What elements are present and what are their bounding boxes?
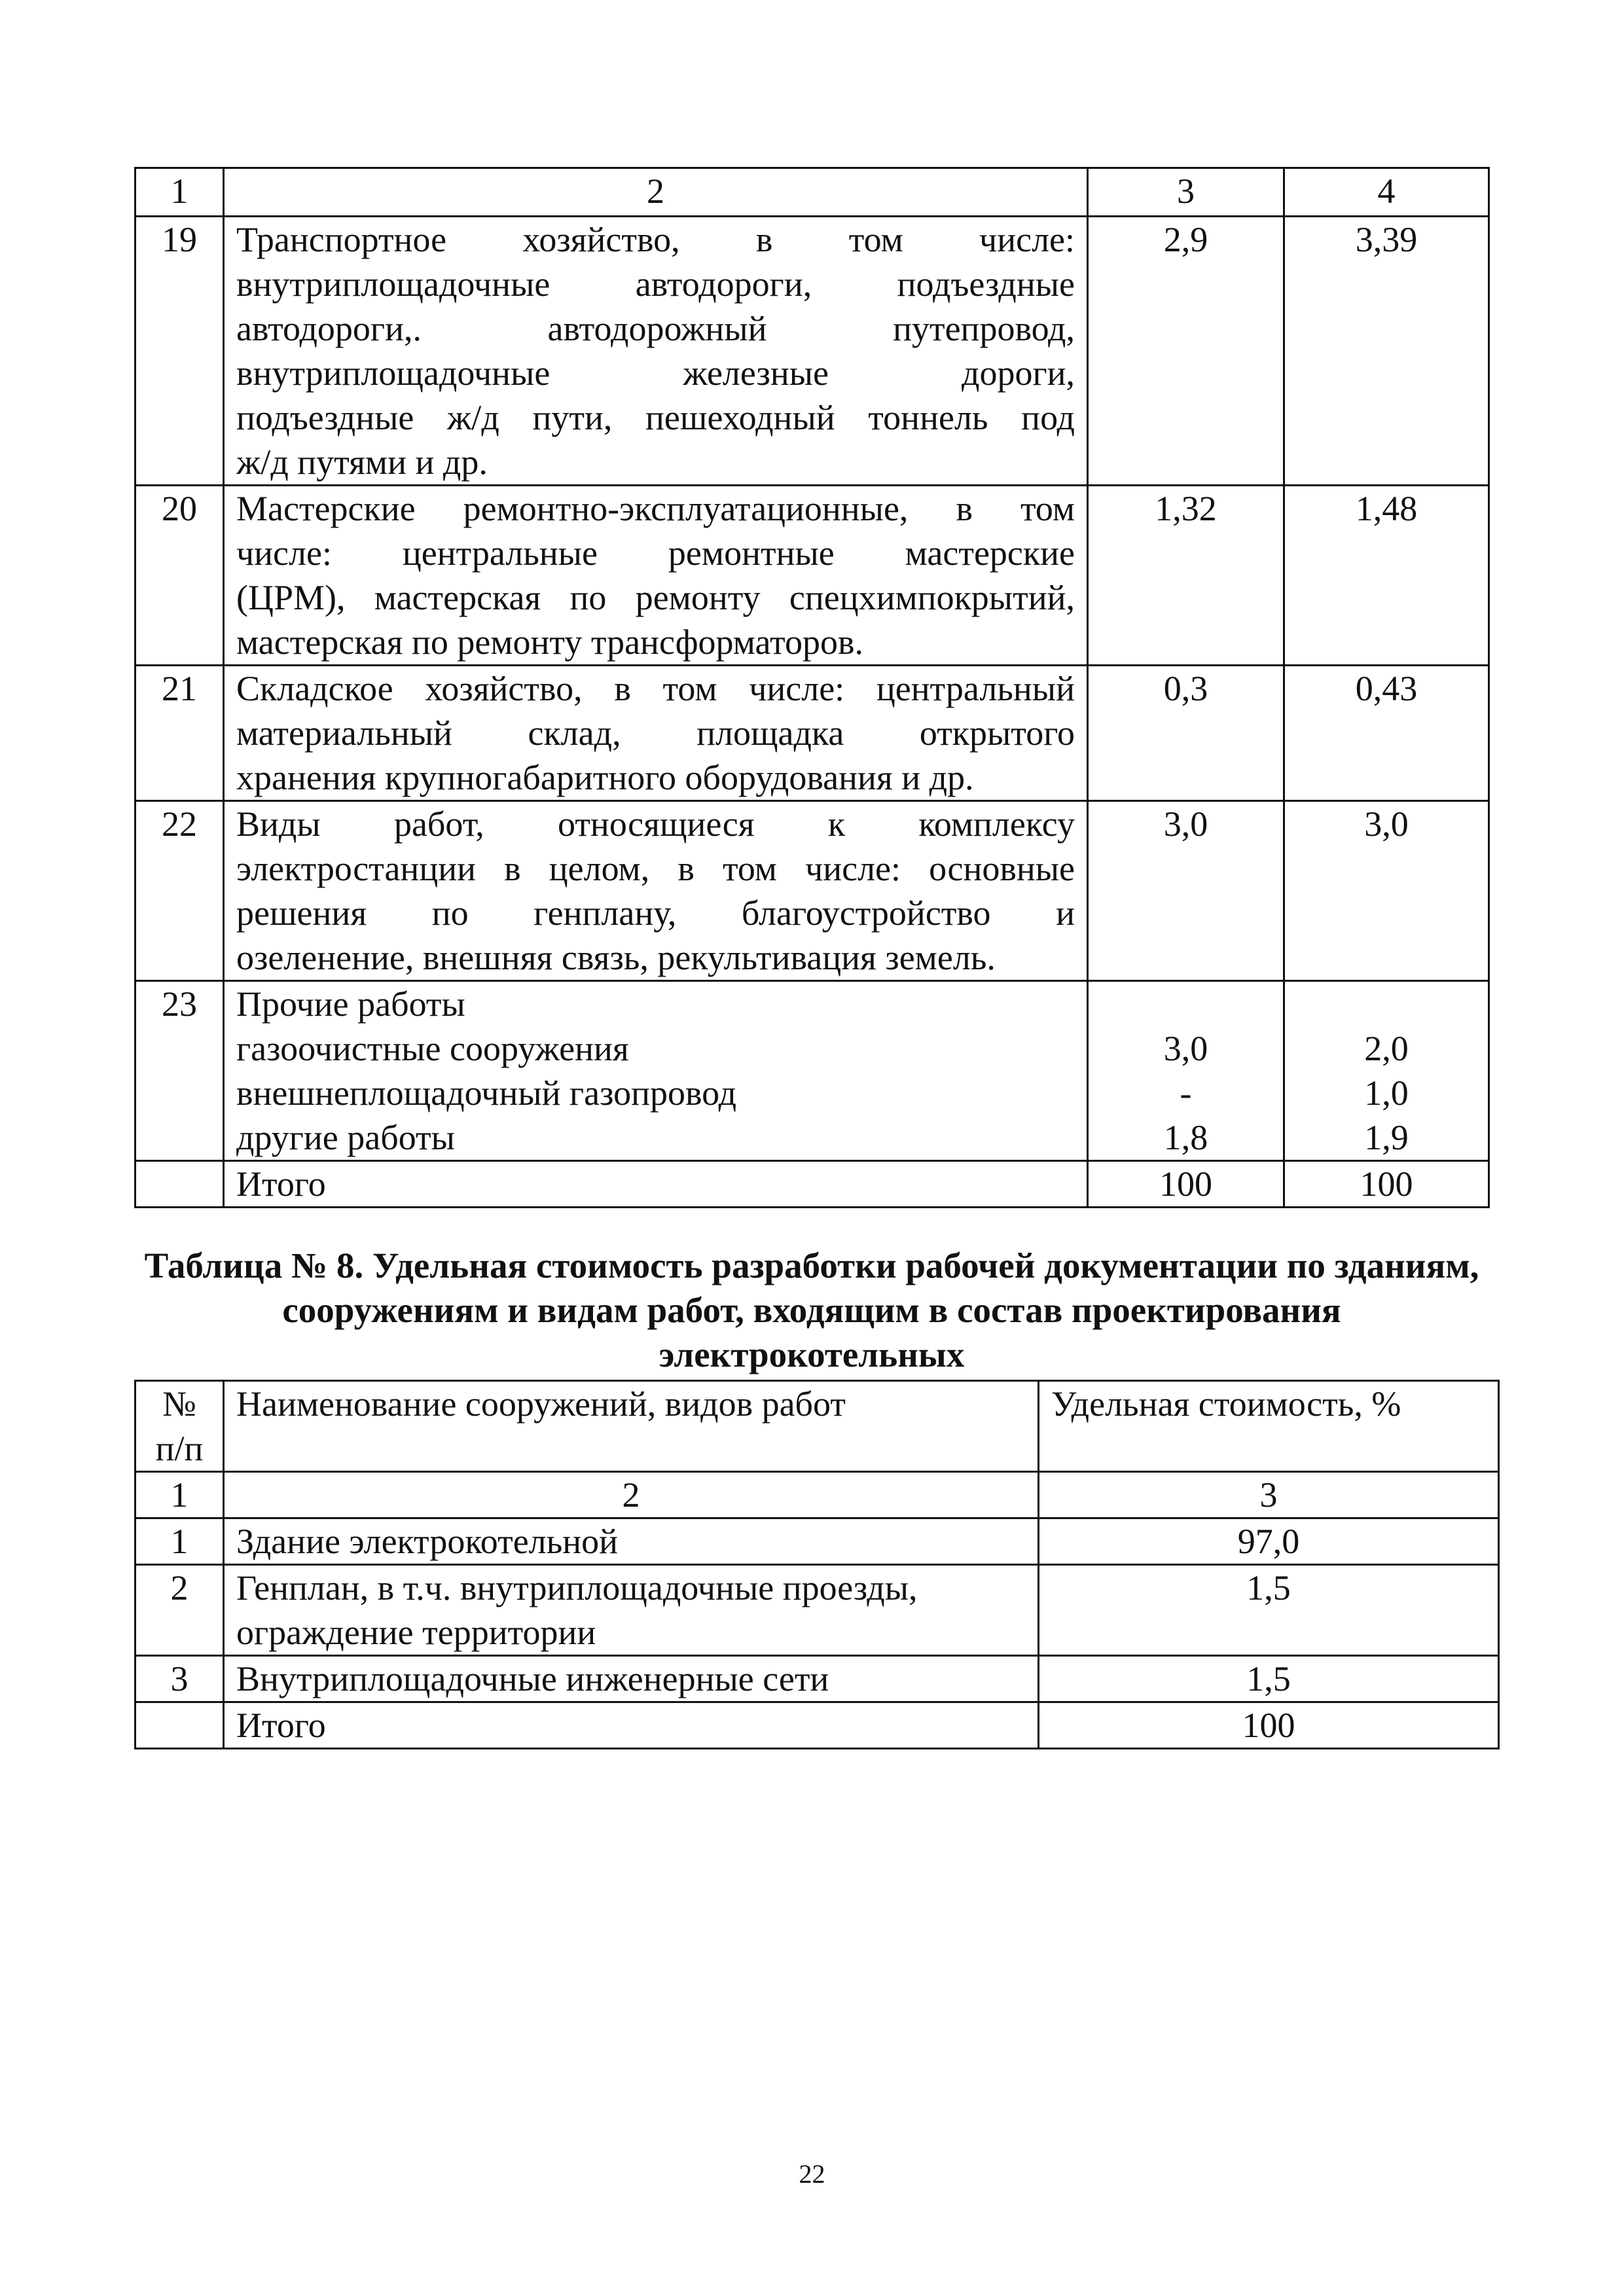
text-line: ж/д путями и др. — [236, 442, 488, 482]
sub-item-value: 1,9 — [1364, 1118, 1409, 1157]
col-header-2: 2 — [224, 168, 1088, 217]
table-row — [135, 801, 1489, 981]
table-row — [135, 1656, 1499, 1702]
total-row — [135, 1161, 1489, 1208]
row-description — [224, 801, 1088, 981]
sub-item-name: другие работы — [236, 1118, 455, 1157]
total-value-col-4: 100 — [1284, 1161, 1489, 1208]
row-description — [224, 981, 1088, 1161]
text-line: материальный склад, площадка открытого — [236, 713, 1075, 753]
sub-item-name: внешнеплощадочный газопровод — [236, 1073, 737, 1113]
value-col-4: 3,0 — [1284, 801, 1489, 981]
column-number-row — [135, 1472, 1499, 1518]
table-header-row — [135, 1381, 1499, 1472]
value-col-3: 0,3 — [1088, 666, 1284, 801]
row-name: Внутриплощадочные инженерные сети — [224, 1656, 1039, 1702]
table-row — [135, 666, 1489, 801]
sub-item-value: 2,0 — [1364, 1029, 1409, 1068]
value-col-3 — [1088, 981, 1284, 1161]
sub-item-value: - — [1180, 1073, 1192, 1113]
text-line: хранения крупногабаритного оборудования и др. — [236, 758, 974, 797]
table-row — [135, 217, 1489, 486]
value-col-4 — [1284, 981, 1489, 1161]
row-number: 20 — [135, 486, 224, 666]
total-label: Итого — [224, 1702, 1039, 1749]
value-col-3: 2,9 — [1088, 217, 1284, 486]
col-number-1: 1 — [135, 1472, 224, 1518]
col-header-1: 1 — [135, 168, 224, 217]
row-cost: 97,0 — [1039, 1518, 1499, 1565]
row-number: 1 — [135, 1518, 224, 1565]
total-value-col-3: 100 — [1088, 1161, 1284, 1208]
value-col-3: 3,0 — [1088, 801, 1284, 981]
total-cost: 100 — [1039, 1702, 1499, 1749]
sub-item-value: 1,8 — [1163, 1118, 1208, 1157]
col-header-4: 4 — [1284, 168, 1489, 217]
col-number-3: 3 — [1039, 1472, 1499, 1518]
table-8-title: Таблица № 8. Удельная стоимость разработки рабочей документации по зданиям, сооружениям и видам работ, входящим в состав проектирования электрокотельных — [144, 1246, 1479, 1374]
text-line: электростанции в целом, в том числе: основные — [236, 849, 1075, 888]
table-row — [135, 981, 1489, 1161]
text-line: внутриплощадочные железные дороги, — [236, 353, 1075, 393]
table-7-continuation — [134, 167, 1490, 1208]
text-line: озеленение, внешняя связь, рекультивация земель. — [236, 938, 996, 977]
table-row — [135, 486, 1489, 666]
text-line: Мастерские ремонтно-эксплуатационные, в том — [236, 489, 1075, 528]
text-line: подъездные ж/д пути, пешеходный тоннель под — [236, 398, 1075, 437]
row-number: 19 — [135, 217, 224, 486]
row-number: 2 — [135, 1565, 224, 1656]
text-line: числе: центральные ремонтные мастерские — [236, 533, 1075, 573]
total-label: Итого — [224, 1161, 1088, 1208]
row-number: 23 — [135, 981, 224, 1161]
text-line: решения по генплану, благоустройство и — [236, 893, 1075, 933]
table-header-row — [135, 168, 1489, 217]
row-number: 3 — [135, 1656, 224, 1702]
row-description — [224, 217, 1088, 486]
row-description — [224, 666, 1088, 801]
row-name: Генплан, в т.ч. внутриплощадочные проезды, ограждение территории — [224, 1565, 1039, 1656]
value-col-3: 1,32 — [1088, 486, 1284, 666]
sub-item-name: газоочистные сооружения — [236, 1029, 629, 1068]
col-header-cost: Удельная стоимость, % — [1039, 1381, 1499, 1472]
table-8 — [134, 1380, 1500, 1749]
text-line: Транспортное хозяйство, в том числе: — [236, 220, 1075, 259]
text-line: Прочие работы — [236, 984, 465, 1024]
value-col-4: 3,39 — [1284, 217, 1489, 486]
col-header-name: Наименование сооружений, видов работ — [224, 1381, 1039, 1472]
text-line: автодороги,. автодорожный путепровод, — [236, 309, 1075, 348]
text-line: Виды работ, относящиеся к комплексу — [236, 804, 1075, 844]
col-number-2: 2 — [224, 1472, 1039, 1518]
table-row — [135, 1518, 1499, 1565]
total-row — [135, 1702, 1499, 1749]
value-col-4: 0,43 — [1284, 666, 1489, 801]
value-col-4: 1,48 — [1284, 486, 1489, 666]
row-number: 22 — [135, 801, 224, 981]
row-description — [224, 486, 1088, 666]
col-header-number: № п/п — [135, 1381, 224, 1472]
text-line: внутриплощадочные автодороги, подъездные — [236, 264, 1075, 304]
page-number: 22 — [799, 2159, 825, 2189]
text-line: мастерская по ремонту трансформаторов. — [236, 622, 863, 662]
table-row — [135, 1565, 1499, 1656]
sub-item-value: 1,0 — [1364, 1073, 1409, 1113]
row-cost: 1,5 — [1039, 1565, 1499, 1656]
row-name: Здание электрокотельной — [224, 1518, 1039, 1565]
col-header-3: 3 — [1088, 168, 1284, 217]
sub-item-value: 3,0 — [1163, 1029, 1208, 1068]
text-line: (ЦРМ), мастерская по ремонту спецхимпокрытий, — [236, 578, 1075, 617]
text-line: Складское хозяйство, в том числе: центральный — [236, 669, 1075, 708]
row-number: 21 — [135, 666, 224, 801]
row-cost: 1,5 — [1039, 1656, 1499, 1702]
